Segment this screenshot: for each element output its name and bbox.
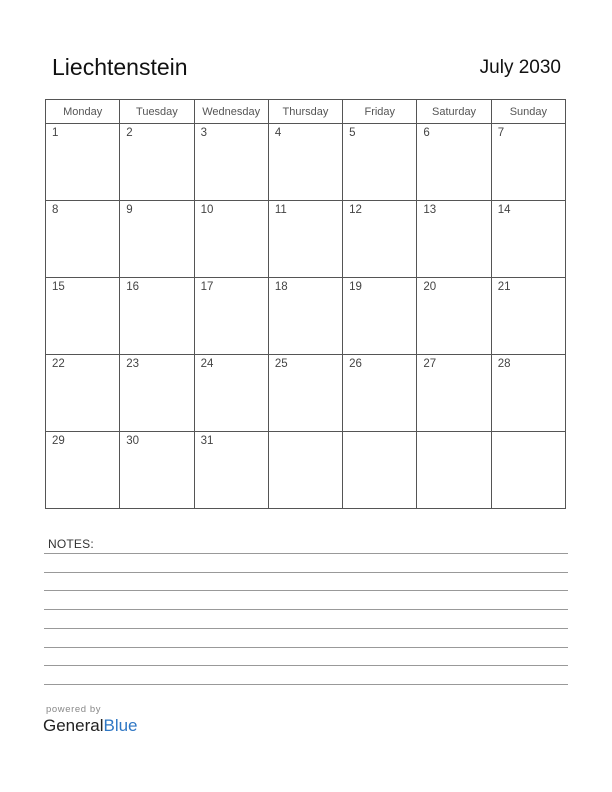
day-cell[interactable] [194,432,268,509]
day-cell[interactable] [46,432,120,509]
note-line [44,647,568,648]
day-number: 21 [497,281,511,293]
day-cell[interactable] [120,124,194,201]
week-row [46,355,566,432]
day-number: 19 [349,281,362,293]
weekday-header: Saturday [417,100,491,124]
day-number [343,432,416,435]
day-number: 14 [497,204,511,216]
day-number: 8 [52,204,59,216]
week-row [46,201,566,278]
day-number: 26 [349,358,362,370]
day-number: 9 [126,204,133,216]
week-row [46,432,566,509]
day-cell[interactable] [268,201,342,278]
day-number: 5 [349,127,356,139]
country-title: Liechtenstein [52,54,188,80]
notes-label: NOTES: [48,537,94,551]
weekday-header: Sunday [491,100,565,124]
weekday-header: Tuesday [120,100,194,124]
day-cell[interactable] [120,355,194,432]
day-cell[interactable] [194,278,268,355]
day-cell[interactable] [120,201,194,278]
day-cell[interactable] [268,432,342,509]
day-number: 17 [200,281,214,293]
day-number: 1 [52,127,59,139]
day-cell[interactable] [343,124,417,201]
day-cell[interactable] [120,432,194,509]
month-year-title: July 2030 [479,57,561,78]
day-number: 30 [126,435,140,447]
day-number: 6 [423,127,430,139]
day-cell[interactable] [343,355,417,432]
note-line [44,553,568,554]
day-number: 13 [423,204,437,216]
day-number [417,432,490,435]
day-cell[interactable] [194,201,268,278]
brand-blue: Blue [103,716,138,735]
day-cell[interactable] [343,201,417,278]
week-row [46,278,566,355]
note-line [44,609,568,610]
day-cell[interactable] [491,432,565,509]
weekday-header: Wednesday [194,100,268,124]
day-number: 16 [126,281,140,293]
note-line [44,572,568,573]
day-cell[interactable] [343,432,417,509]
day-cell[interactable] [268,278,342,355]
day-number: 2 [126,127,133,139]
day-number: 25 [274,358,288,370]
day-cell[interactable] [46,278,120,355]
day-number: 23 [126,358,140,370]
day-number: 3 [200,127,207,139]
week-row [46,124,566,201]
day-number [492,432,565,435]
powered-by-text: powered by [46,704,102,715]
day-number: 4 [274,127,282,139]
day-number: 7 [497,127,505,139]
day-cell[interactable] [417,124,491,201]
weekday-header: Thursday [268,100,342,124]
day-cell[interactable] [417,432,491,509]
day-number: 27 [423,358,437,370]
day-number: 24 [200,358,214,370]
day-number: 28 [497,358,511,370]
day-number: 10 [200,204,214,216]
day-cell[interactable] [491,278,565,355]
day-cell[interactable] [268,124,342,201]
day-cell[interactable] [491,124,565,201]
day-number: 31 [200,435,214,447]
brand-general: General [43,716,104,735]
day-number: 18 [274,281,288,293]
note-line [44,684,568,685]
day-cell[interactable] [194,124,268,201]
day-cell[interactable] [46,355,120,432]
day-number: 12 [349,204,362,216]
day-cell[interactable] [491,355,565,432]
weekday-header-row [46,100,566,124]
day-number: 29 [52,435,65,447]
day-number [269,432,342,435]
day-cell[interactable] [417,278,491,355]
day-cell[interactable] [268,355,342,432]
weekday-header: Monday [46,100,120,124]
day-cell[interactable] [46,201,120,278]
day-number: 15 [52,281,65,293]
day-number: 11 [274,204,287,216]
day-cell[interactable] [120,278,194,355]
generalblue-logo [43,716,138,736]
day-cell[interactable] [417,201,491,278]
note-line [44,665,568,666]
note-line [44,628,568,629]
day-cell[interactable] [343,278,417,355]
calendar-grid [45,99,566,509]
day-cell[interactable] [491,201,565,278]
day-cell[interactable] [417,355,491,432]
day-cell[interactable] [194,355,268,432]
day-number: 20 [423,281,437,293]
note-line [44,590,568,591]
day-number: 22 [52,358,65,370]
day-cell[interactable] [46,124,120,201]
weekday-header: Friday [343,100,417,124]
